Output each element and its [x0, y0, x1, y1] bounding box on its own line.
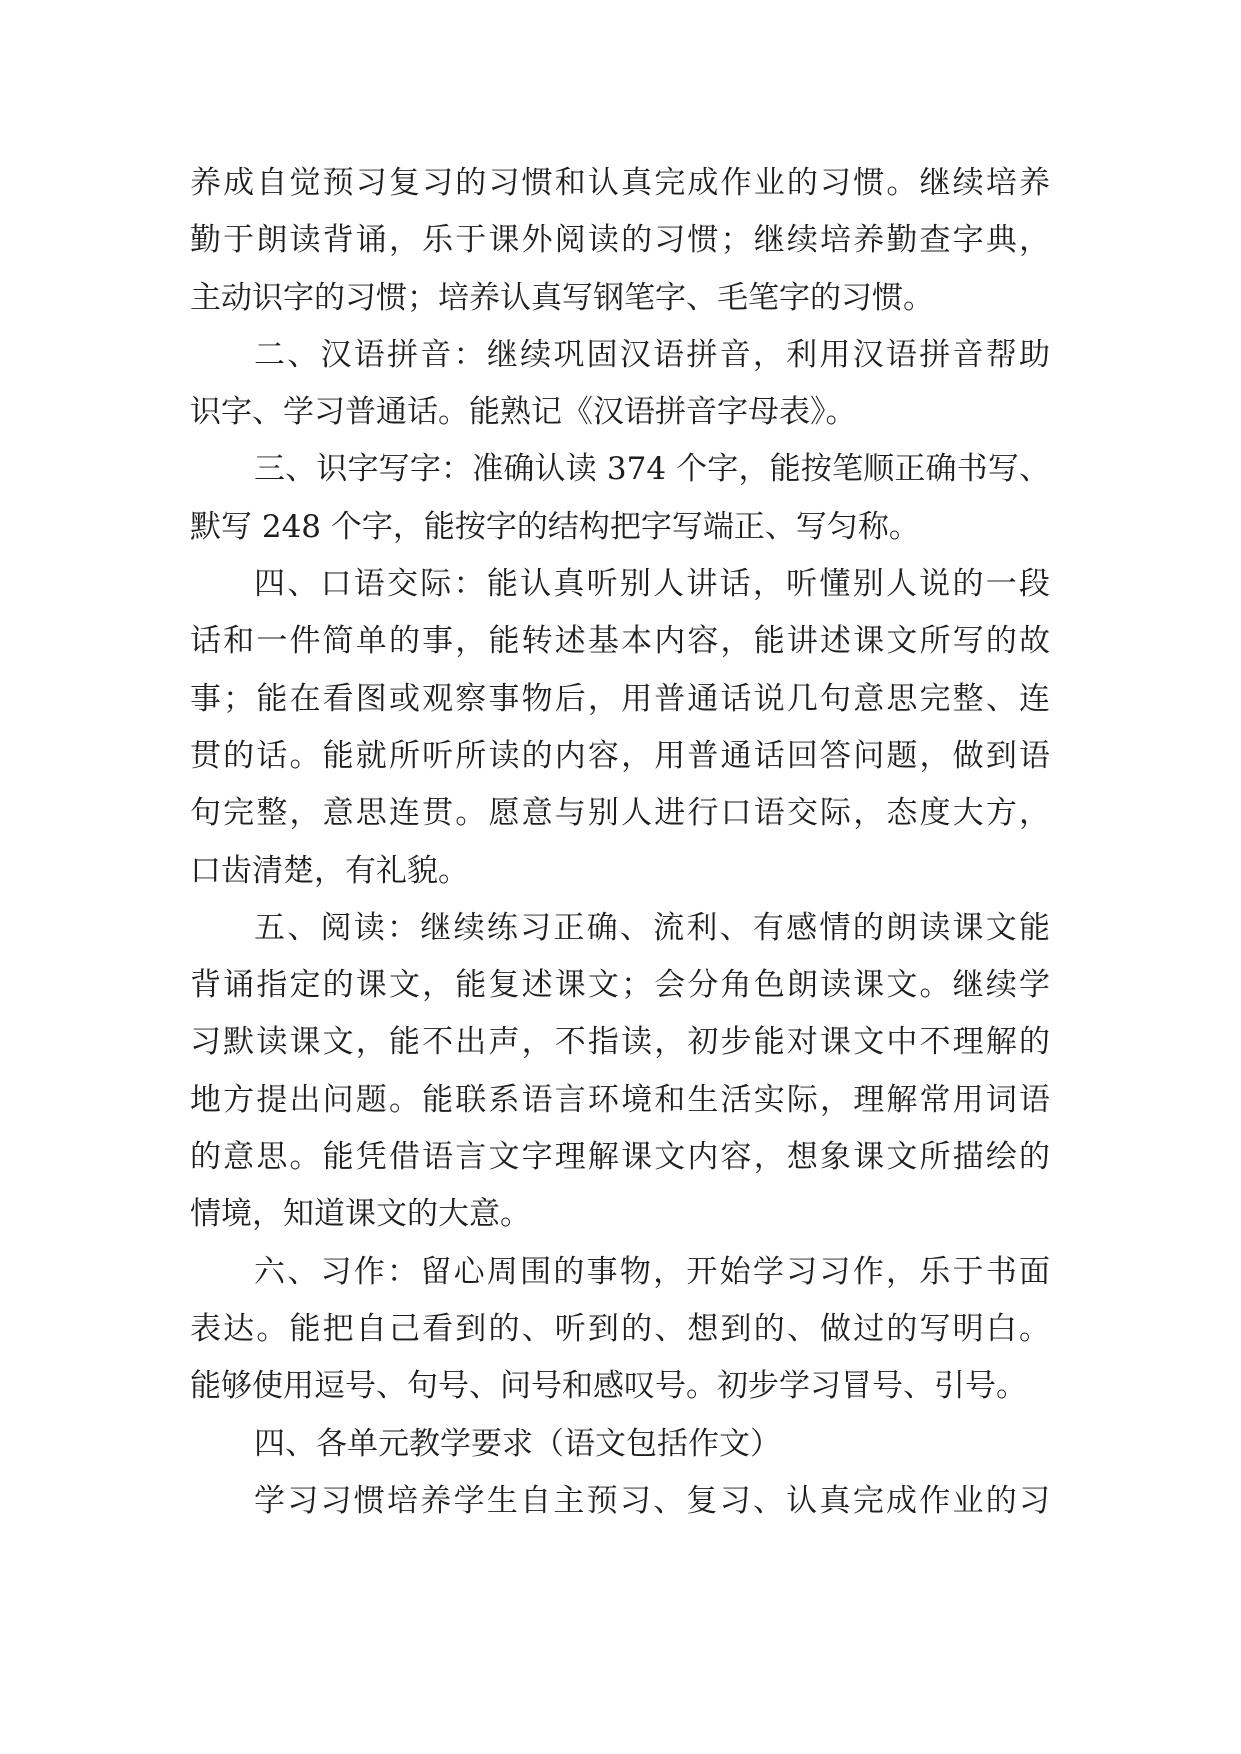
section-heading-literacy: 三、识字写字：准确认读 374 个字，能按笔顺正确书写、 [254, 451, 1050, 488]
paragraph-line: 学习习惯培养学生自主预习、复习、认真完成作业的习 [254, 1482, 1050, 1519]
paragraph-line: 养成自觉预习复习的习惯和认真完成作业的习惯。继续培养 [190, 165, 1050, 201]
paragraph-line: 习默读课文，能不出声，不指读，初步能对课文中不理解的 [190, 1024, 1050, 1061]
section-heading-writing: 六、习作：留心周围的事物，开始学习习作，乐于书面 [254, 1253, 1050, 1290]
section-heading-oral: 四、口语交际：能认真听别人讲话，听懂别人说的一段 [254, 566, 1050, 603]
paragraph-line: 的意思。能凭借语言文字理解课文内容，想象课文所描绘的 [190, 1139, 1050, 1176]
section-heading-pinyin: 二、汉语拼音：继续巩固汉语拼音，利用汉语拼音帮助 [254, 336, 1050, 373]
paragraph-line: 识字、学习普通话。能熟记《汉语拼音字母表》。 [190, 394, 857, 431]
paragraph-line: 背诵指定的课文，能复述课文；会分角色朗读课文。继续学 [190, 967, 1050, 1004]
paragraph-line: 默写 248 个字，能按字的结构把字写端正、写匀称。 [190, 508, 920, 545]
section-heading-reading: 五、阅读：继续练习正确、流利、有感情的朗读课文能 [254, 909, 1050, 946]
paragraph-line: 表达。能把自己看到的、听到的、想到的、做过的写明白。 [190, 1310, 1050, 1347]
paragraph-line: 句完整，意思连贯。愿意与别人进行口语交际，态度大方， [190, 795, 1050, 832]
paragraph-line: 能够使用逗号、句号、问号和感叹号。初步学习冒号、引号。 [190, 1368, 1027, 1405]
document-body [190, 155, 1050, 1530]
paragraph-line: 主动识字的习惯；培养认真写钢笔字、毛笔字的习惯。 [190, 279, 934, 316]
paragraph-line: 事；能在看图或观察事物后，用普通话说几句意思完整、连 [190, 680, 1050, 717]
paragraph-line: 话和一件简单的事，能转述基本内容，能讲述课文所写的故 [190, 623, 1050, 660]
paragraph-line: 情境，知道课文的大意。 [190, 1196, 531, 1233]
paragraph-line: 口齿清楚，有礼貌。 [190, 852, 469, 889]
paragraph-line: 勤于朗读背诵，乐于课外阅读的习惯；继续培养勤查字典， [190, 222, 1050, 259]
section-heading-unit-requirements: 四、各单元教学要求（语文包括作文） [254, 1425, 781, 1462]
paragraph-line: 贯的话。能就所听所读的内容，用普通话回答问题，做到语 [190, 737, 1050, 774]
paragraph-line: 地方提出问题。能联系语言环境和生活实际，理解常用词语 [190, 1081, 1050, 1118]
